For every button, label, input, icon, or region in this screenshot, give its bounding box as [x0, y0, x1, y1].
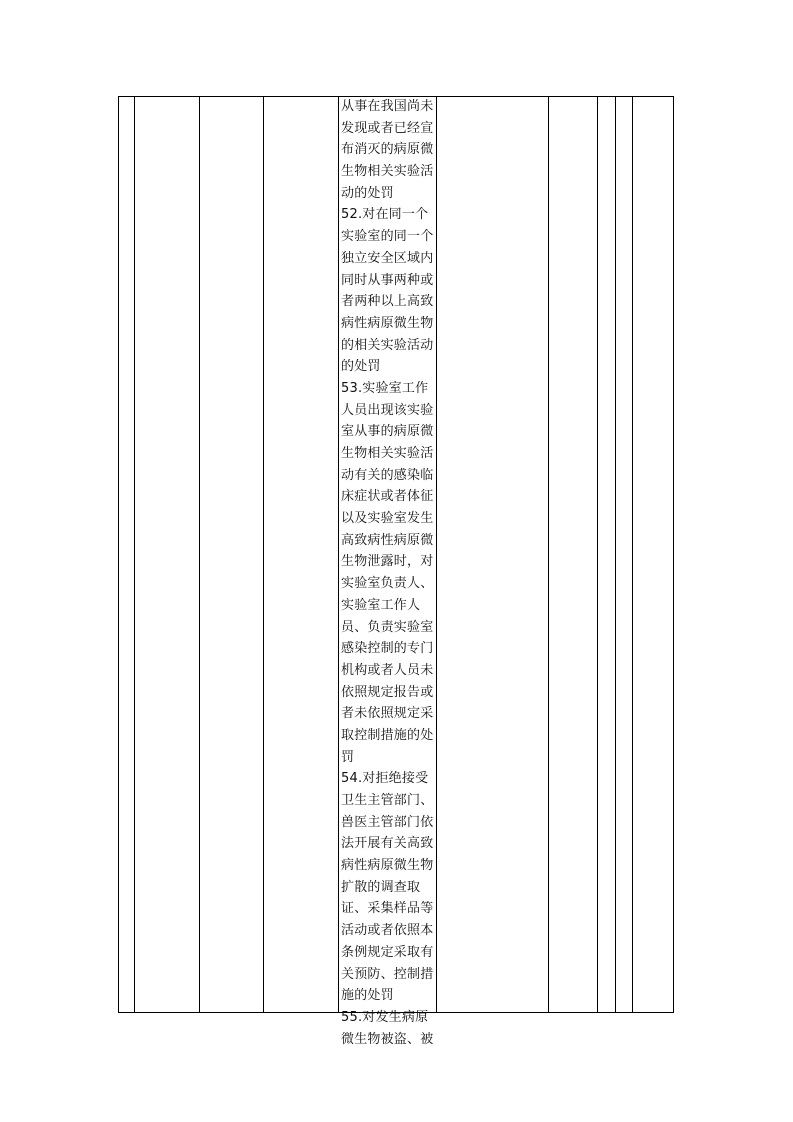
cell-text-line: 同时从事两种或 [341, 272, 434, 288]
cell-text-line: 扩散的调查取 [341, 879, 421, 895]
cell-text-line: 罚 [341, 749, 355, 765]
cell-text-line: 床症状或者体征 [341, 489, 434, 505]
cell-text-line: 实验室的同一个 [341, 229, 434, 245]
table-column-border [597, 96, 598, 1013]
cell-text-line: 动的处罚 [341, 185, 394, 201]
cell-text-line: 施的处罚 [341, 988, 394, 1004]
cell-text-line: 病性病原微生物 [341, 315, 434, 331]
cell-text-line: 微生物被盗、被 [341, 1031, 434, 1047]
table-column-border [632, 96, 633, 1013]
cell-text-line: 高致病性病原微 [341, 532, 434, 548]
cell-text-line: 条例规定采取有 [341, 944, 434, 960]
table-column-border [199, 96, 200, 1013]
cell-text-line: 卫生主管部门、 [341, 793, 434, 808]
cell-text-line: 取控制措施的处 [341, 727, 434, 743]
cell-text-line: 55.对发生病原 [341, 1009, 429, 1025]
cell-text-line: 动有关的感染临 [341, 467, 434, 483]
cell-text-line: 病性病原微生物 [341, 858, 434, 874]
cell-text-line: 者两种以上高致 [341, 294, 434, 310]
penalty-items-cell [341, 96, 437, 1050]
table-column-border [615, 96, 616, 1013]
cell-text-line: 室从事的病原微 [341, 424, 434, 440]
cell-text-line: 机构或者人员未 [341, 662, 434, 678]
cell-text-line: 活动或者依照本 [341, 923, 434, 939]
cell-text-line: 生物相关实验活 [341, 164, 434, 180]
cell-text-line: 发现或者已经宣 [341, 120, 434, 136]
cell-text-line: 人员出现该实验 [341, 402, 434, 418]
cell-text-line: 的相关实验活动 [341, 337, 434, 353]
cell-text-line: 54.对拒绝接受 [341, 771, 429, 787]
cell-text-line: 布消灭的病原微 [341, 142, 434, 158]
cell-text-line: 生物泄露时，对 [341, 554, 434, 570]
cell-text-line: 依照规定报告或 [341, 684, 434, 700]
cell-text-line: 52.对在同一个 [341, 207, 429, 223]
cell-text-line: 者未依照规定采 [341, 706, 434, 722]
table-column-border [338, 96, 339, 1013]
cell-text-line: 关预防、控制措 [341, 966, 434, 982]
table-column-border [118, 96, 119, 1013]
cell-text-line: 兽医主管部门依 [341, 814, 434, 830]
cell-text-line: 法开展有关高致 [341, 836, 434, 852]
cell-text-line: 从事在我国尚未 [341, 99, 434, 114]
table-column-border [263, 96, 264, 1013]
table-column-border [673, 96, 674, 1013]
cell-text-line: 实验室负责人、 [341, 576, 434, 592]
cell-text-line: 生物相关实验活 [341, 446, 434, 461]
cell-text-line: 实验室工作人 [341, 597, 421, 613]
cell-text-line: 感染控制的专门 [341, 641, 434, 657]
cell-text-line: 53.实验室工作 [341, 380, 429, 396]
table-column-border [548, 96, 549, 1013]
cell-text-line: 证、采集样品等 [341, 901, 434, 917]
cell-text-line: 的处罚 [341, 359, 381, 375]
cell-text-line: 独立安全区域内 [341, 250, 434, 266]
cell-text-line: 员、负责实验室 [341, 619, 434, 635]
cell-text-line: 以及实验室发生 [341, 511, 434, 527]
table-column-border [134, 96, 135, 1013]
